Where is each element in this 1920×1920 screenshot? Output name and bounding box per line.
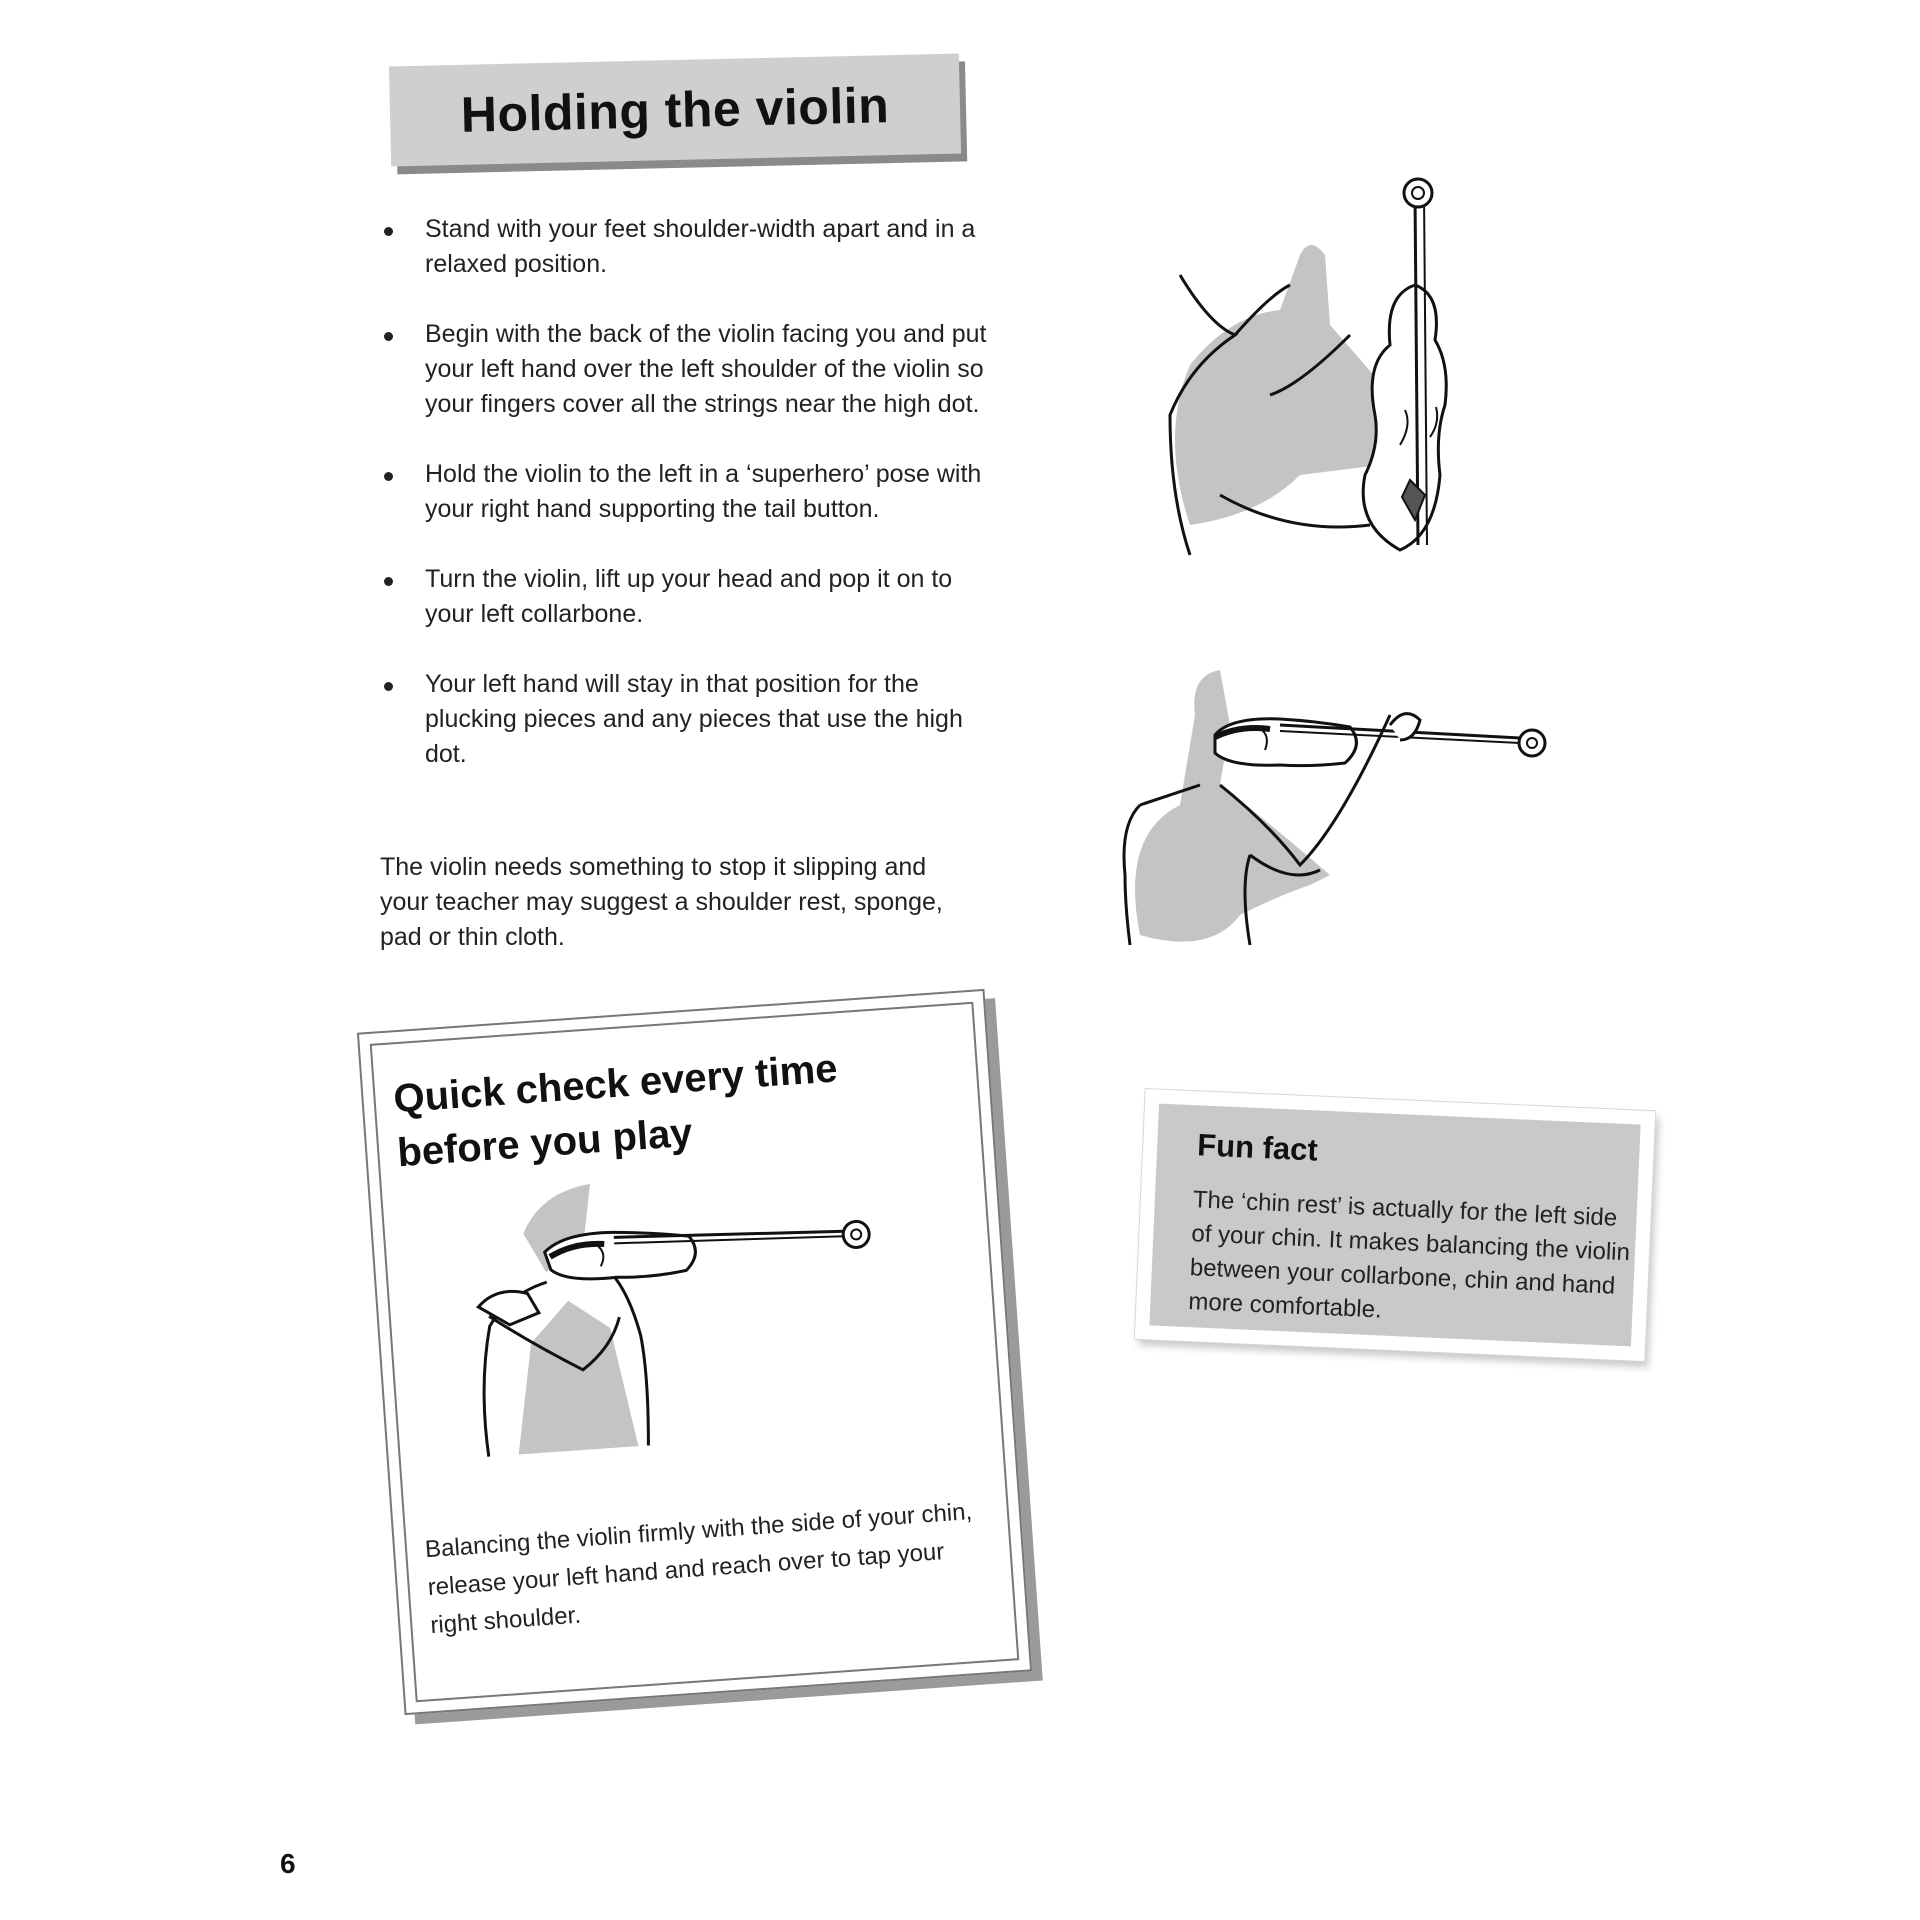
fun-fact-box [1135, 1089, 1655, 1361]
figure-shadow [1135, 670, 1330, 942]
list-item: Hold the violin to the left in a ‘superhero’ pose with your right hand supporting the tail button. [380, 457, 1000, 527]
fun-fact-text: The ‘chin rest’ is actually for the left side of your chin. It makes balancing the violin between your collarbone, chin and hand more comfortable. [1187, 1186, 1631, 1324]
violin-upright-illustration [1150, 175, 1490, 575]
violin-scroll [1519, 730, 1545, 756]
instruction-list [380, 212, 1000, 807]
quick-check-text: Balancing the violin firmly with the side of your chin, release your left hand and reach over to tap your right shoulder. [424, 1498, 974, 1640]
violin-scroll [1404, 179, 1432, 207]
quick-check-box [357, 989, 1032, 1715]
violin-on-shoulder-illustration [1120, 655, 1560, 955]
hand-on-shoulder [477, 1289, 539, 1326]
list-item: Your left hand will stay in that position for the plucking pieces and any pieces that use the high dot. [380, 667, 1000, 772]
shoulder-tap-illustration [460, 1159, 899, 1468]
violin-scroll [842, 1221, 870, 1249]
fun-fact-title: Fun fact [1196, 1127, 1319, 1168]
title-banner [389, 54, 961, 167]
list-item: Stand with your feet shoulder-width apart and in a relaxed position. [380, 212, 1000, 282]
list-item: Begin with the back of the violin facing you and put your left hand over the left shoulder of the violin so your fingers cover all the strings near the high dot. [380, 317, 1000, 422]
quick-check-title: Quick check every time before you play [392, 1046, 839, 1176]
shoulder-rest-paragraph: The violin needs something to stop it slipping and your teacher may suggest a shoulder rest, sponge, pad or thin cloth. [380, 853, 943, 951]
page-title: Holding the violin [460, 77, 890, 143]
list-item: Turn the violin, lift up your head and pop it on to your left collarbone. [380, 562, 1000, 632]
violin-body [1363, 285, 1446, 550]
page-number: 6 [280, 1848, 296, 1879]
fun-fact-panel [1149, 1104, 1640, 1347]
